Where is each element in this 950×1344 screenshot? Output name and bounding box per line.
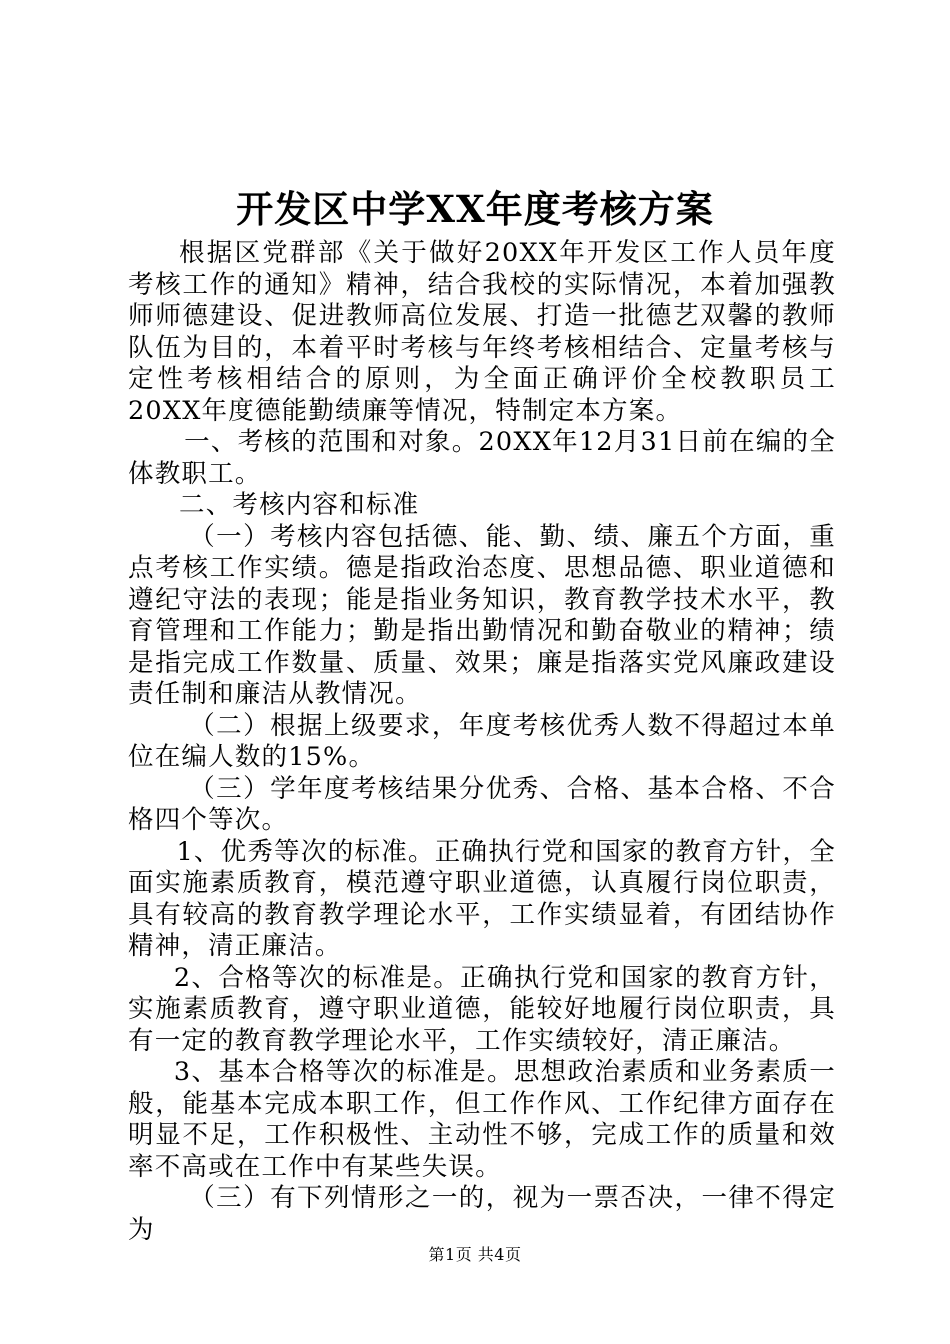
paragraph-standard-qualified: 2、合格等次的标准是。正确执行党和国家的教育方针，实施素质教育，遵守职业道德，能较好地履行岗位职责，具有一定的教育教学理论水平，工作实绩较好，清正廉洁。 (128, 962, 836, 1056)
document-body (128, 238, 836, 1246)
paragraph-scope: 一、考核的范围和对象。20XX年12月31日前在编的全体教职工。 (128, 427, 836, 489)
paragraph-content-two: （二）根据上级要求，年度考核优秀人数不得超过本单位在编人数的15%。 (128, 710, 836, 772)
paragraph-standard-basic: 3、基本合格等次的标准是。思想政治素质和业务素质一般，能基本完成本职工作，但工作作风、工作纪律方面存在明显不足，工作积极性、主动性不够，完成工作的质量和效率不高或在工作中有某些失误。 (128, 1057, 836, 1182)
page-number-footer: 第1页 共4页 (428, 1245, 522, 1264)
paragraph-veto: （三）有下列情形之一的，视为一票否决，一律不得定为 (128, 1183, 836, 1245)
document-title: 开发区中学XX年度考核方案 (236, 187, 714, 231)
paragraph-content-one: （一）考核内容包括德、能、勤、绩、廉五个方面，重点考核工作实绩。德是指政治态度、思想品德、职业道德和遵纪守法的表现；能是指业务知识，教育教学技术水平，教育管理和工作能力；勤是指出勤情况和勤奋敬业的精神；绩是指完成工作数量、质量、效果；廉是指落实党风廉政建设责任制和廉洁从教情况。 (128, 521, 836, 709)
paragraph-intro: 根据区党群部《关于做好20XX年开发区工作人员年度考核工作的通知》精神，结合我校的实际情况，本着加强教师师德建设、促进教师高位发展、打造一批德艺双馨的教师队伍为目的，本着平时考核与年终考核相结合、定量考核与定性考核相结合的原则，为全面正确评价全校教职员工20XX年度德能勤绩廉等情况，特制定本方案。 (128, 238, 836, 426)
paragraph-section-two-heading: 二、考核内容和标准 (179, 490, 420, 520)
paragraph-content-three: （三）学年度考核结果分优秀、合格、基本合格、不合格四个等次。 (128, 773, 836, 835)
paragraph-standard-excellent: 1、优秀等次的标准。正确执行党和国家的教育方针，全面实施素质教育，模范遵守职业道德，认真履行岗位职责，具有较高的教育教学理论水平，工作实绩显着，有团结协作精神，清正廉洁。 (128, 836, 836, 961)
